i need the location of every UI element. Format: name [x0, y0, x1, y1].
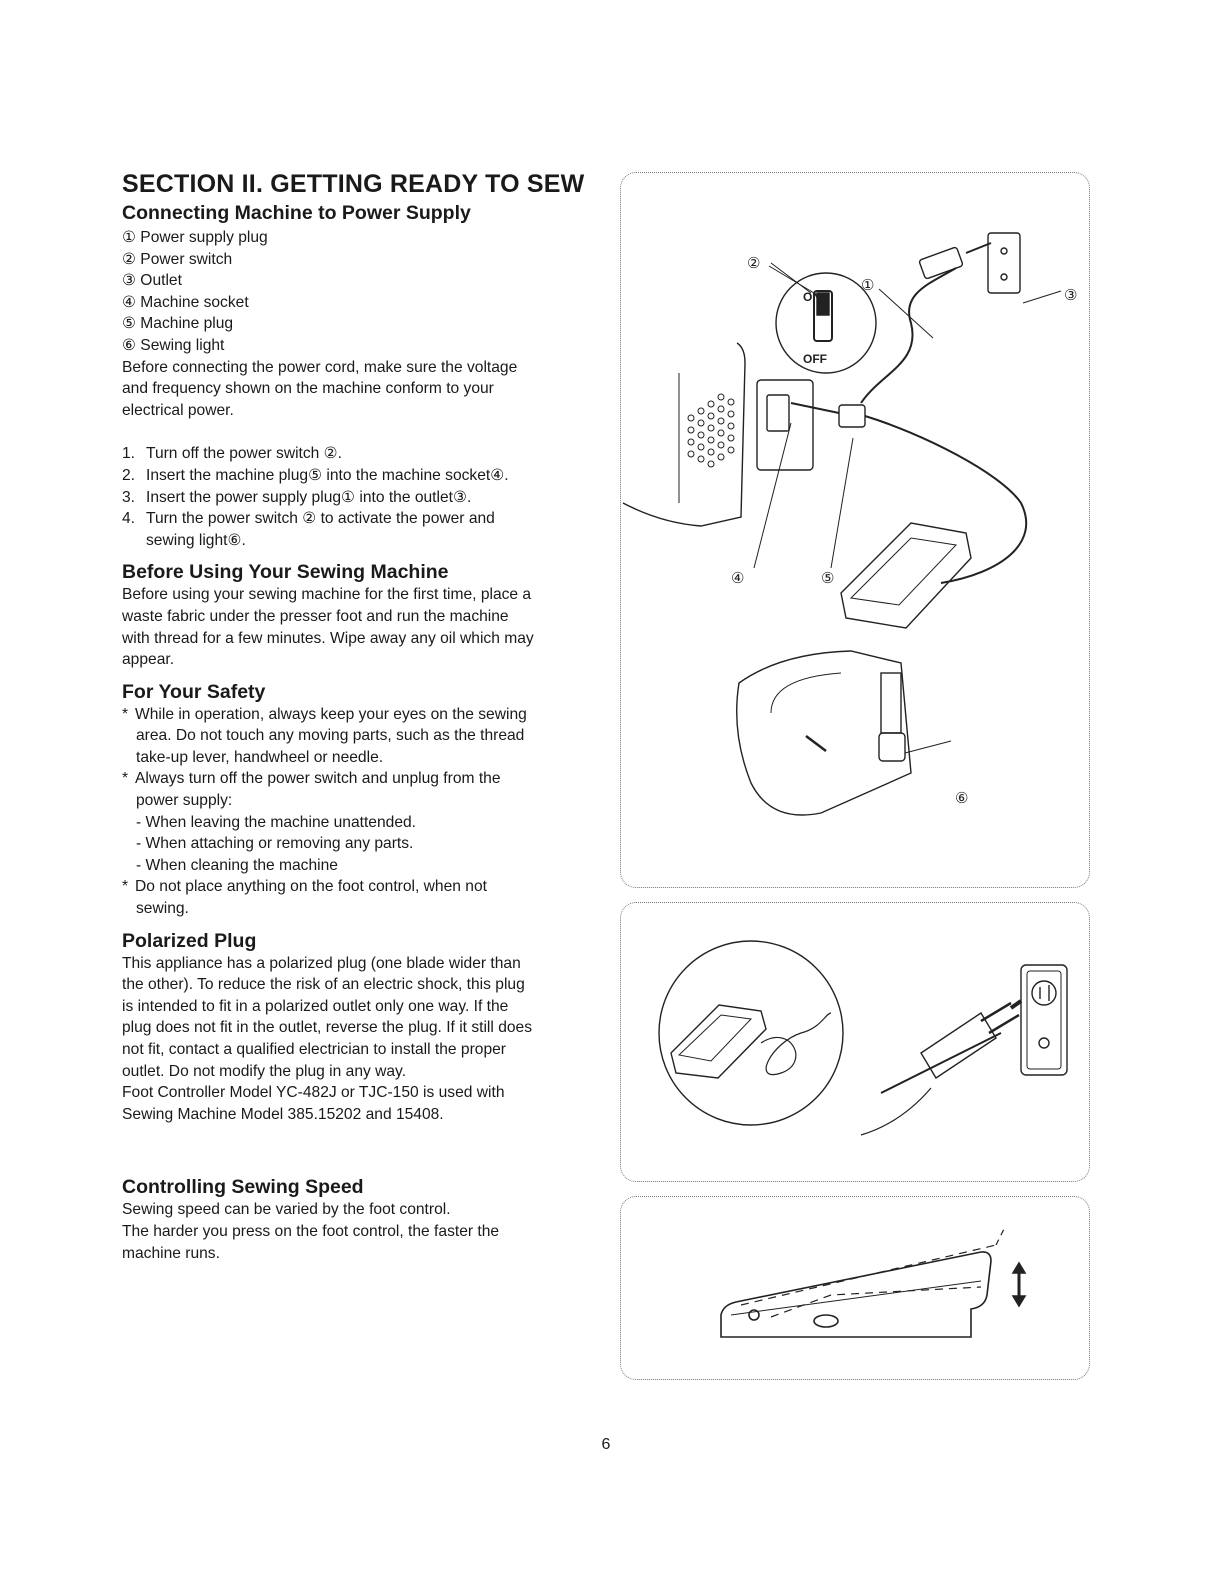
before-line: waste fabric under the presser foot and run the machine: [122, 607, 509, 625]
machine-cord: [865, 416, 1026, 583]
power-connection-illustration: [621, 173, 1089, 887]
machine-body-outline: [623, 343, 745, 526]
arrow-to-socket: [791, 403, 839, 413]
polarized-line: is intended to fit in a polarized outlet only one way. If the: [122, 997, 509, 1015]
polarized-line: plug does not fit in the outlet, reverse the plug. If it still does: [122, 1019, 533, 1037]
safety-line: take-up lever, handwheel or needle.: [136, 748, 384, 766]
text-column: [122, 168, 602, 1264]
step-text: Insert the machine plug⑤ into the machine socket④.: [146, 466, 509, 484]
power-cord: [861, 268, 956, 403]
foot-control-zoom: [659, 941, 843, 1125]
step-number: 3.: [122, 488, 136, 506]
part-item: ④ Machine socket: [122, 293, 249, 311]
step-number: 1.: [122, 445, 136, 463]
step-item: [122, 487, 602, 509]
before-line: appear.: [122, 651, 175, 669]
page-number: 6: [601, 1436, 611, 1453]
polarized-line: Foot Controller Model YC-482J or TJC-150 is used with: [122, 1084, 505, 1102]
step-text: Turn the power switch ② to activate the power and: [146, 510, 495, 528]
parts-list: [122, 227, 602, 357]
intro-line: electrical power.: [122, 401, 234, 419]
step-item: [122, 443, 602, 465]
safety-dash-line: - When leaving the machine unattended.: [136, 813, 417, 831]
power-supply-plug: [919, 247, 963, 279]
polarized-line: the other). To reduce the risk of an electric shock, this plug: [122, 976, 525, 994]
heading-connecting: Connecting Machine to Power Supply: [122, 202, 471, 224]
before-line: with thread for a few minutes. Wipe away any oil which may: [122, 629, 534, 647]
safety-dash-line: - When attaching or removing any parts.: [136, 835, 414, 853]
sewing-light-bulb: [879, 733, 905, 761]
safety-line: power supply:: [136, 792, 233, 810]
part-item: ③ Outlet: [122, 272, 182, 290]
asterisk: *: [122, 770, 129, 788]
callout-5: ⑤: [821, 570, 835, 587]
foot-control: [841, 523, 971, 628]
figure-foot-control-speed: [620, 1196, 1090, 1380]
speed-line: Sewing speed can be varied by the foot control.: [122, 1201, 451, 1219]
safety-line: area. Do not touch any moving parts, such as the thread: [136, 727, 525, 745]
asterisk: *: [122, 878, 129, 896]
wall-outlet: [988, 233, 1020, 293]
presser-foot-bar: [881, 673, 901, 733]
callout-4: ④: [731, 570, 745, 587]
safety-line: * Always turn off the power switch and unplug from the: [122, 768, 602, 790]
polarized-line: This appliance has a polarized plug (one blade wider than: [122, 954, 521, 972]
open-arrow: [806, 736, 826, 751]
step-number: 2.: [122, 466, 136, 484]
step-text: sewing light⑥.: [146, 531, 246, 549]
safety-dash-line: - When cleaning the machine: [136, 856, 338, 874]
foot-control-switch: [814, 1315, 838, 1327]
part-item: ⑥ Sewing light: [122, 336, 225, 354]
heading-polarized: Polarized Plug: [122, 929, 257, 952]
intro-line: and frequency shown on the machine conform to your: [122, 380, 494, 398]
steps-list: [122, 443, 602, 551]
part-item: ⑤ Machine plug: [122, 315, 234, 333]
polarized-line: outlet. Do not modify the plug in any way.: [122, 1062, 407, 1080]
heading-before: Before Using Your Sewing Machine: [122, 561, 449, 584]
switch-off-label: OFF: [803, 352, 827, 366]
section-title: SECTION II. GETTING READY TO SEW: [122, 170, 585, 198]
foot-control-small: [671, 1005, 766, 1078]
polarized-plug-illustration: [621, 903, 1089, 1181]
asterisk: *: [122, 705, 129, 723]
part-item: ② Power switch: [122, 250, 233, 268]
heading-speed: Controlling Sewing Speed: [122, 1176, 364, 1199]
callout-3: ③: [1064, 287, 1078, 304]
step-text: Insert the power supply plug① into the outlet③.: [146, 488, 472, 506]
speed-line: The harder you press on the foot control, the faster the: [122, 1222, 500, 1240]
foot-control-speed-illustration: [621, 1197, 1089, 1379]
safety-line: sewing.: [136, 900, 189, 918]
plug-cord: [881, 1033, 1001, 1093]
machine-socket-panel: [757, 380, 813, 470]
switch-on-label: ON: [803, 290, 821, 304]
part-item: ① Power supply plug: [122, 229, 268, 246]
figure-polarized-plug: [620, 902, 1090, 1182]
callout-6: ⑥: [955, 790, 969, 807]
polarized-line: not fit, contact a qualified electrician to install the proper: [122, 1041, 506, 1058]
callout-2: ②: [747, 255, 761, 272]
step-item: [122, 465, 602, 487]
intro-line: Before connecting the power cord, make sure the voltage: [122, 358, 518, 376]
before-line: Before using your sewing machine for the first time, place a: [122, 586, 532, 604]
step-item: [122, 508, 602, 530]
coiled-cord: [761, 1013, 831, 1075]
heading-safety: For Your Safety: [122, 680, 266, 703]
safety-line: * Do not place anything on the foot control, when not: [122, 876, 602, 898]
step-item-cont: [122, 530, 602, 552]
callout-1: ①: [861, 277, 875, 294]
step-text: Turn off the power switch ②.: [146, 445, 342, 463]
insert-arrow: [1011, 1001, 1021, 1008]
step-number: 4.: [122, 510, 136, 528]
safety-line: * While in operation, always keep your eyes on the sewing: [122, 704, 602, 726]
figure-power-connection: [620, 172, 1090, 888]
foot-control-side: [721, 1252, 991, 1337]
speed-line: machine runs.: [122, 1244, 220, 1262]
polarized-line: Sewing Machine Model 385.15202 and 15408.: [122, 1105, 444, 1123]
